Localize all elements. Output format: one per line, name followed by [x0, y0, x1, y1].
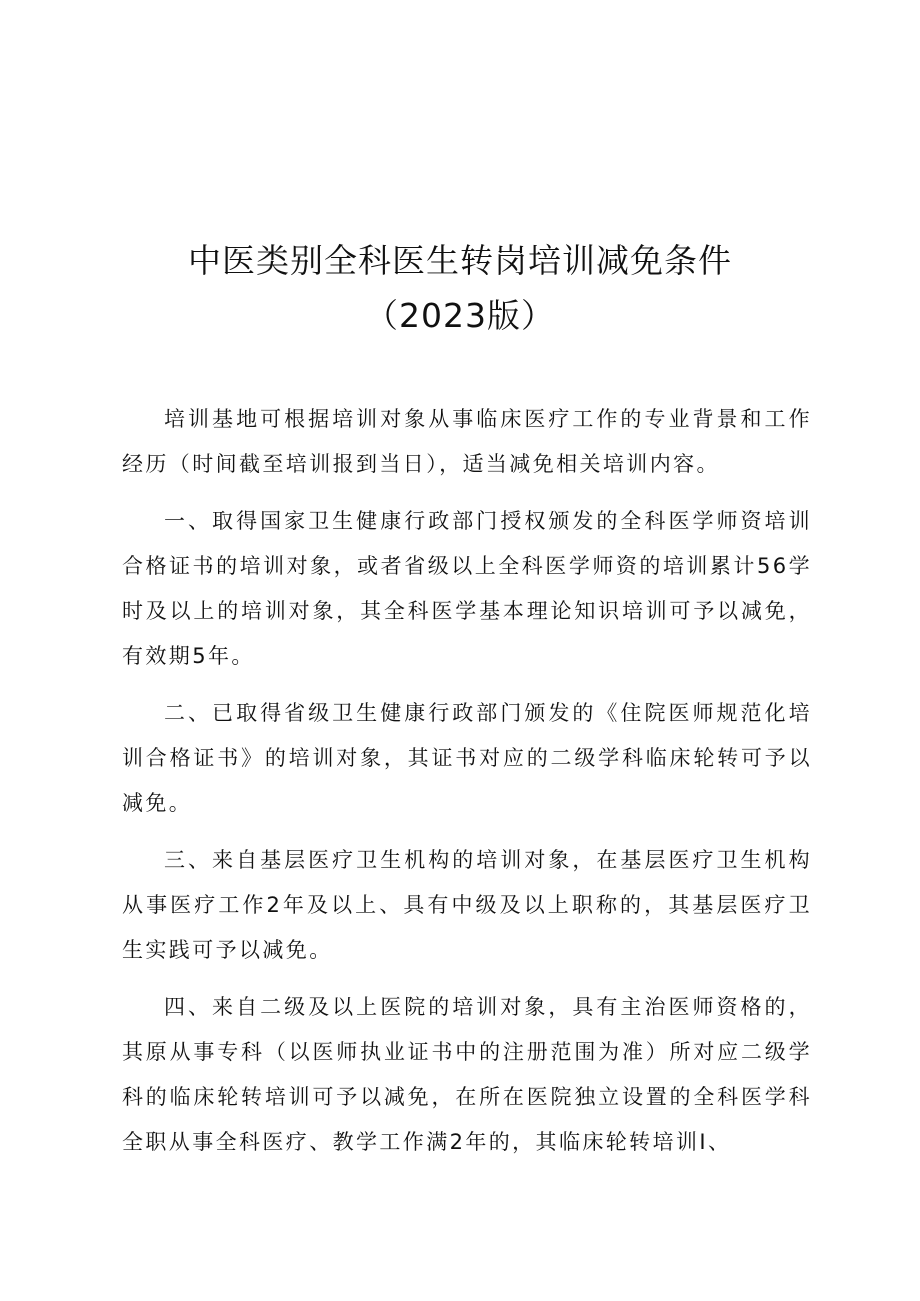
paragraph-item-2: 二、已取得省级卫生健康行政部门颁发的《住院医师规范化培训合格证书》的培训对象，其证书对应的二级学科临床轮转可予以减免。: [122, 701, 812, 815]
paragraph-item-1: 一、取得国家卫生健康行政部门授权颁发的全科医学师资培训合格证书的培训对象，或者省级以上全科医学师资的培训累计56学时及以上的培训对象，其全科医学基本理论知识培训可予以减免，有效期5年。: [122, 509, 812, 668]
paragraph-item-3: 三、来自基层医疗卫生机构的培训对象，在基层医疗卫生机构从事医疗工作2年及以上、具有中级及以上职称的，其基层医疗卫生实践可予以减免。: [122, 848, 812, 962]
document-body: [122, 397, 812, 1177]
document-edition: （2023版）: [365, 296, 555, 335]
document-title: 中医类别全科医生转岗培训减免条件: [188, 241, 732, 280]
paragraph-item-4: 四、来自二级及以上医院的培训对象，具有主治医师资格的，其原从事专科（以医师执业证书中的注册范围为准）所对应二级学科的临床轮转培训可予以减免，在所在医院独立设置的全科医学科全职从事全科医疗、教学工作满2年的，其临床轮转培训I、: [122, 995, 812, 1154]
paragraph-intro: 培训基地可根据培训对象从事临床医疗工作的专业背景和工作经历（时间截至培训报到当日），适当减免相关培训内容。: [122, 407, 812, 476]
